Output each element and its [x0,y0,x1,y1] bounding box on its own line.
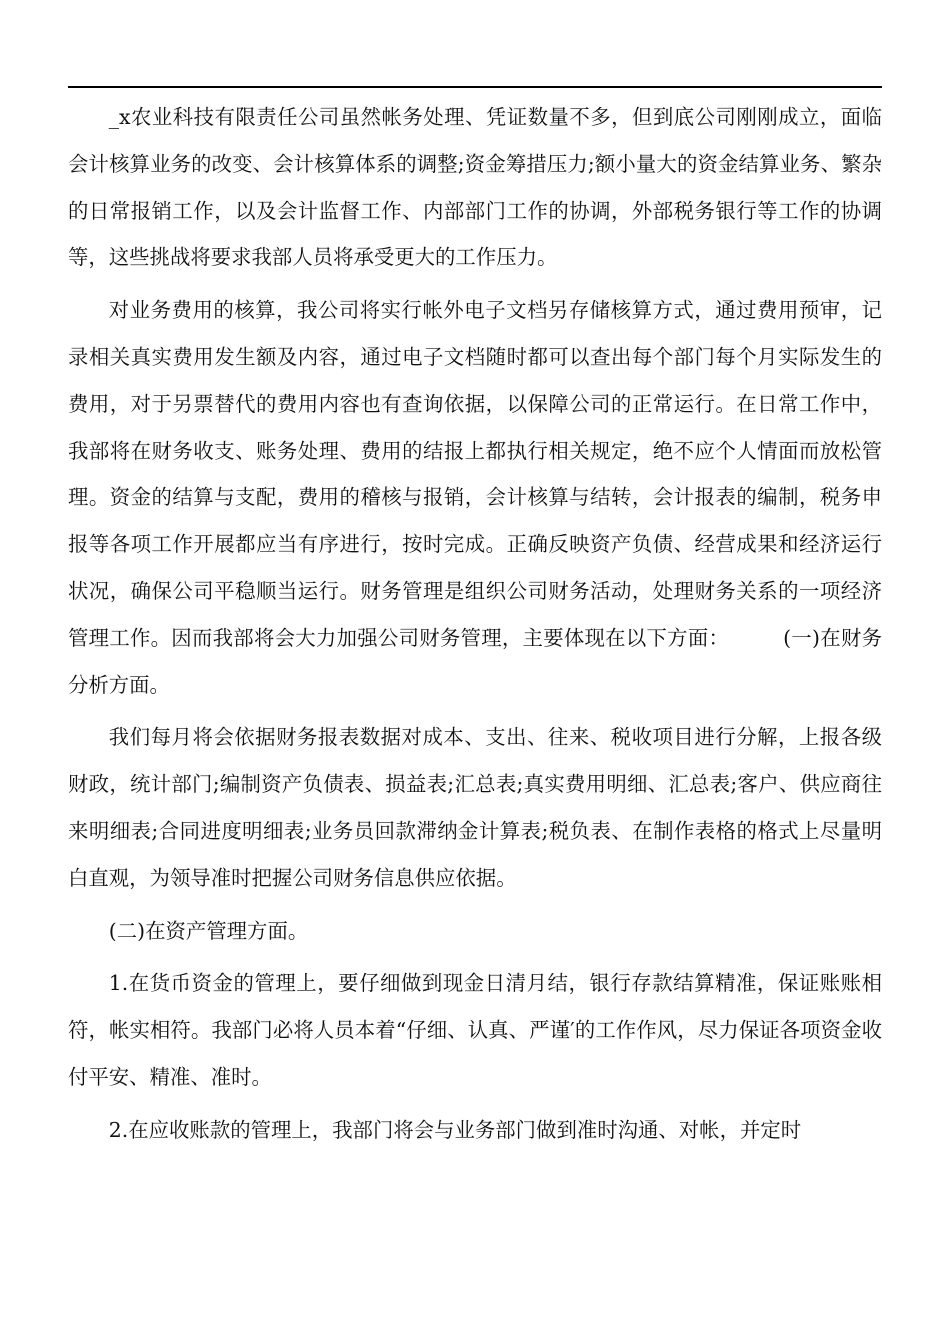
paragraph-expense-accounting: 对业务费用的核算，我公司将实行帐外电子文档另存储核算方式，通过费用预审，记录相关真实费用发生额及内容，通过电子文档随时都可以查出每个部门每个月实际发生的费用，对于另票替代的费用内容也有查询依据，以保障公司的正常运行。在日常工作中，我部将在财务收支、账务处理、费用的结报上都执行相关规定，绝不应个人情面而放松管理。资金的结算与支配，费用的稽核与报销，会计核算与结转，会计报表的编制，税务申报等各项工作开展都应当有序进行，按时完成。正确反映资产负债、经营成果和经济运行状况，确保公司平稳顺当运行。财务管理是组织公司财务活动，处理财务关系的一项经济管理工作。因而我部将会大力加强公司财务管理，主要体现在以下方面： (一)在财务分析方面。 [68,298,882,697]
section-heading-asset-management: (二)在资产管理方面。 [108,918,309,943]
document-body [68,94,882,1160]
paragraph-monthly-reports: 我们每月将会依据财务报表数据对成本、支出、往来、税收项目进行分解，上报各级财政，统计部门;编制资产负债表、损益表;汇总表;真实费用明细、汇总表;客户、供应商往来明细表;合同进度明细表;业务员回款滞纳金计算表;税负表、在制作表格的格式上尽量明白直观，为领导准时把握公司财务信息供应依据。 [68,725,882,890]
paragraph-receivables-management: 2.在应收账款的管理上，我部门将会与业务部门做到准时沟通、对帐，并定时 [108,1117,802,1142]
paragraph-cash-management: 1.在货币资金的管理上，要仔细做到现金日清月结，银行存款结算精准，保证账账相符，帐实相符。我部门必将人员本着“仔细、认真、严谨′的工作作风，尽力保证各项资金收付平安、精准、准时。 [68,971,882,1089]
paragraph-company-challenges: _x农业科技有限责任公司虽然帐务处理、凭证数量不多，但到底公司刚刚成立，面临会计核算业务的改变、会计核算体系的调整;资金筹措压力;额小量大的资金结算业务、繁杂的日常报销工作，以及会计监督工作、内部部门工作的协调，外部税务银行等工作的协调等，这些挑战将要求我部人员将承受更大的工作压力。 [68,105,882,270]
header-rule [68,86,882,88]
